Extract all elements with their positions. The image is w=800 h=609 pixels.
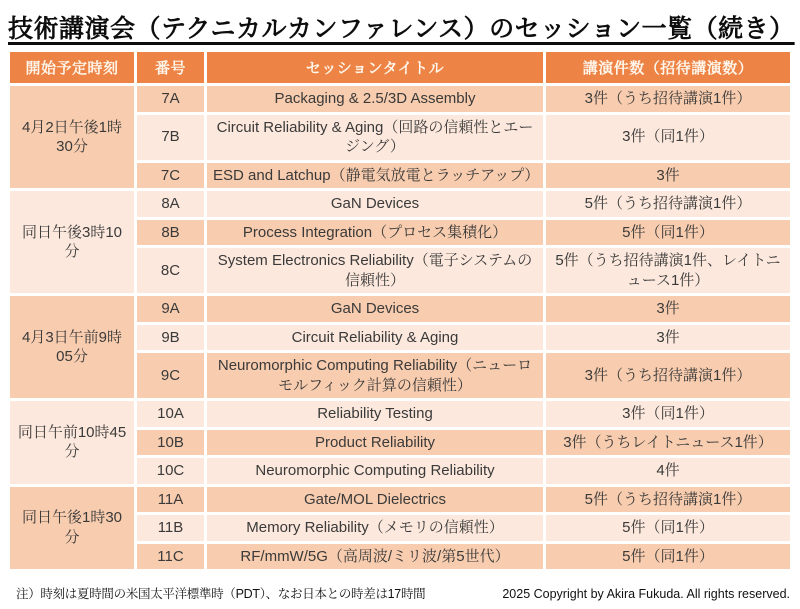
table-row: [10, 487, 790, 513]
session-title-cell: Neuromorphic Computing Reliability: [207, 458, 543, 484]
col-header-talk-count: 講演件数（招待講演数）: [546, 52, 790, 83]
session-title-cell: Reliability Testing: [207, 401, 543, 427]
session-number-cell: 8A: [137, 191, 204, 217]
table-row: [10, 296, 790, 322]
table-row: [10, 191, 790, 217]
table-row: [10, 401, 790, 427]
session-number-cell: 9A: [137, 296, 204, 322]
talk-count-cell: 3件（うちレイトニュース1件）: [546, 430, 790, 456]
col-header-number: 番号: [137, 52, 204, 83]
talk-count-cell: 5件（同1件）: [546, 220, 790, 246]
session-title-cell: Circuit Reliability & Aging（回路の信頼性とエージング）: [207, 115, 543, 160]
start-time-cell: 4月2日午後1時30分: [10, 86, 134, 188]
start-time-cell: 同日午後3時10分: [10, 191, 134, 293]
start-time-cell: 同日午後1時30分: [10, 487, 134, 570]
header-row: [10, 52, 790, 83]
talk-count-cell: 3件（同1件）: [546, 115, 790, 160]
session-title-cell: Process Integration（プロセス集積化）: [207, 220, 543, 246]
session-number-cell: 11B: [137, 515, 204, 541]
session-number-cell: 8B: [137, 220, 204, 246]
talk-count-cell: 4件: [546, 458, 790, 484]
talk-count-cell: 3件: [546, 296, 790, 322]
talk-count-cell: 3件: [546, 325, 790, 351]
footer: [16, 584, 790, 602]
session-title-cell: Product Reliability: [207, 430, 543, 456]
session-number-cell: 7A: [137, 86, 204, 112]
col-header-start-time: 開始予定時刻: [10, 52, 134, 83]
session-title-cell: Circuit Reliability & Aging: [207, 325, 543, 351]
session-number-cell: 11A: [137, 487, 204, 513]
session-title-cell: Gate/MOL Dielectrics: [207, 487, 543, 513]
session-number-cell: 10A: [137, 401, 204, 427]
session-title-cell: System Electronics Reliability（電子システムの信頼性）: [207, 248, 543, 293]
session-title-cell: Memory Reliability（メモリの信頼性）: [207, 515, 543, 541]
session-number-cell: 10C: [137, 458, 204, 484]
talk-count-cell: 3件（同1件）: [546, 401, 790, 427]
talk-count-cell: 5件（同1件）: [546, 544, 790, 570]
session-number-cell: 9B: [137, 325, 204, 351]
talk-count-cell: 5件（同1件）: [546, 515, 790, 541]
session-title-cell: ESD and Latchup（静電気放電とラッチアップ）: [207, 163, 543, 189]
footnote: 注）時刻は夏時間の米国太平洋標準時（PDT）、なお日本との時差は17時間: [16, 587, 426, 601]
table-row: [10, 86, 790, 112]
copyright: 2025 Copyright by Akira Fukuda. All rights reserved.: [502, 587, 790, 601]
session-title-cell: GaN Devices: [207, 191, 543, 217]
session-number-cell: 7C: [137, 163, 204, 189]
session-number-cell: 9C: [137, 353, 204, 398]
talk-count-cell: 3件: [546, 163, 790, 189]
talk-count-cell: 3件（うち招待講演1件）: [546, 86, 790, 112]
talk-count-cell: 5件（うち招待講演1件、レイトニュース1件）: [546, 248, 790, 293]
session-title-cell: GaN Devices: [207, 296, 543, 322]
session-number-cell: 11C: [137, 544, 204, 570]
session-number-cell: 8C: [137, 248, 204, 293]
talk-count-cell: 3件（うち招待講演1件）: [546, 353, 790, 398]
slide: [0, 9, 800, 601]
start-time-cell: 4月3日午前9時05分: [10, 296, 134, 398]
session-title-cell: Neuromorphic Computing Reliability（ニューロモルフィック計算の信頼性）: [207, 353, 543, 398]
table-header: [10, 52, 790, 83]
session-number-cell: 7B: [137, 115, 204, 160]
session-number-cell: 10B: [137, 430, 204, 456]
page-title: 技術講演会（テクニカルカンファレンス）のセッション一覧（続き）: [8, 15, 795, 43]
session-title-cell: Packaging & 2.5/3D Assembly: [207, 86, 543, 112]
col-header-session-title: セッションタイトル: [207, 52, 543, 83]
table-body: [10, 86, 790, 569]
talk-count-cell: 5件（うち招待講演1件）: [546, 191, 790, 217]
start-time-cell: 同日午前10時45分: [10, 401, 134, 484]
session-title-cell: RF/mmW/5G（高周波/ミリ波/第5世代）: [207, 544, 543, 570]
talk-count-cell: 5件（うち招待講演1件）: [546, 487, 790, 513]
session-table: [7, 49, 793, 572]
